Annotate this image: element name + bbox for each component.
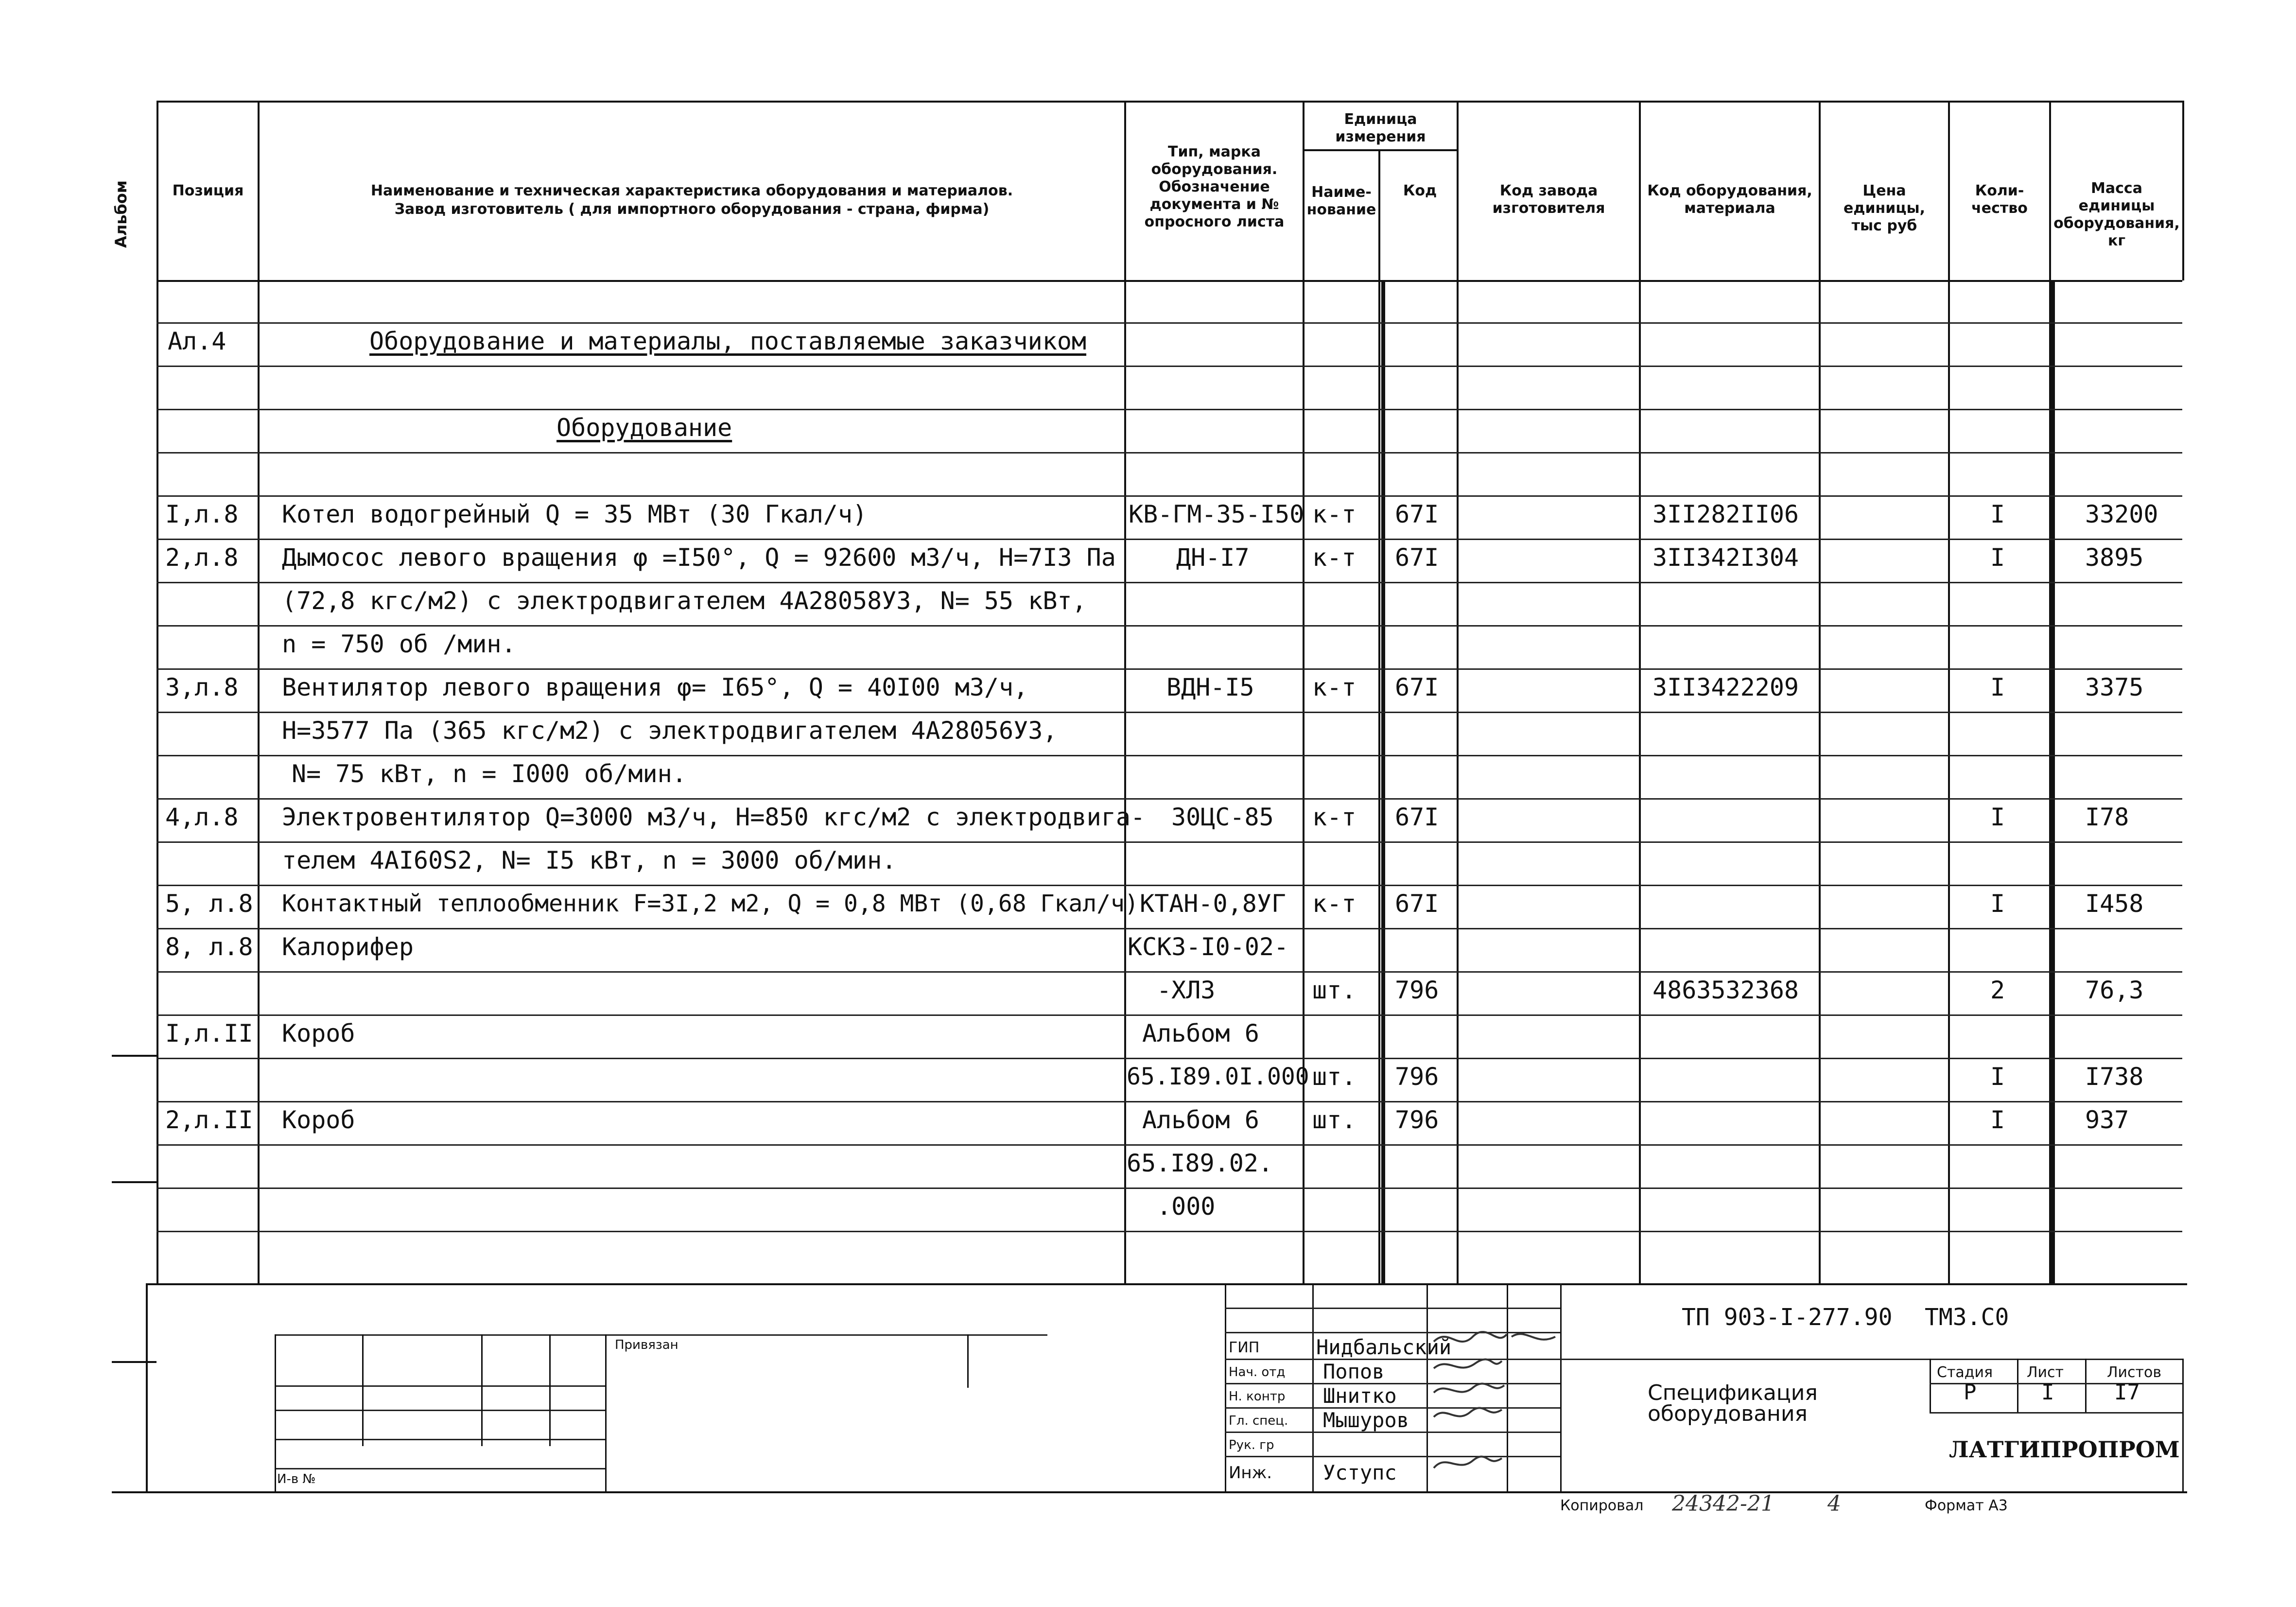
stage-value: Р (1964, 1380, 1977, 1405)
section-title: Оборудование и материалы, поставляемые заказчиком (369, 327, 1087, 355)
row-position: 4,л.8 (165, 803, 239, 831)
row-code: 67I (1395, 500, 1439, 528)
row-type: 65.I89.02. (1127, 1149, 1273, 1177)
header-name-line2: Завод изготовитель ( для импортного оборудования - страна, фирма) (394, 201, 990, 218)
person-name: Попов (1323, 1360, 1385, 1383)
copied-extra: 4 (1827, 1491, 1841, 1516)
row-quantity: I (1990, 1063, 2005, 1091)
row-name: Контактный теплообменник F=3I,2 м2, Q = 0,8 МВт (0,68 Гкал/ч) (282, 890, 1139, 917)
sheets-value: I7 (2114, 1380, 2140, 1405)
row-unit: шт. (1312, 1063, 1357, 1091)
header-unit: Единица измерения (1335, 111, 1426, 145)
row-mass: I738 (2085, 1063, 2144, 1091)
header-type-mark: Тип, марка оборудования. Обозначение документа и № опросного листа (1144, 143, 1285, 230)
row-unit: к-т (1312, 803, 1357, 831)
row-name: Короб (282, 1106, 355, 1134)
row-equipment-code: 4863532368 (1652, 976, 1799, 1004)
role-label: Рук. гр (1229, 1438, 1274, 1452)
header-mass: Масса единицы оборудования, кг (2053, 180, 2180, 249)
row-position: 2,л.8 (165, 543, 239, 572)
stage-label: Стадия (1937, 1364, 1993, 1381)
row-equipment-code: 3II342I304 (1652, 543, 1799, 572)
row-name: (72,8 кгс/м2) с электродвигателем 4А28058УЗ, N= 55 кВт, (282, 587, 1087, 615)
row-unit: шт. (1312, 976, 1357, 1004)
row-position: I,л.8 (165, 500, 239, 528)
row-name: n = 750 об /мин. (282, 630, 516, 658)
row-unit: к-т (1312, 543, 1357, 572)
row-mass: 937 (2085, 1106, 2129, 1134)
row-type: Альбом 6 (1142, 1019, 1259, 1048)
row-type: .000 (1157, 1192, 1216, 1221)
row-quantity: I (1990, 500, 2005, 528)
row-name: Вентилятор левого вращения φ= I65°, Q = 40I00 м3/ч, (282, 673, 1028, 701)
row-type: -ХЛЗ (1157, 976, 1216, 1004)
row-type: ВДН-I5 (1166, 673, 1254, 701)
document-code: ТМЗ.С0 (1925, 1304, 2009, 1331)
row-unit: шт. (1312, 1106, 1357, 1134)
row-code: 796 (1395, 976, 1439, 1004)
row-code: 67I (1395, 543, 1439, 572)
header-name-line1: Наименование и техническая характеристика оборудования и материалов. (370, 182, 1013, 199)
row-code: 796 (1395, 1106, 1439, 1134)
row-position: 3,л.8 (165, 673, 239, 701)
row-position: I,л.II (165, 1019, 253, 1048)
person-name: Мышуров (1323, 1408, 1409, 1432)
row-name: Дымосос левого вращения φ =I50°, Q = 92600 м3/ч, Н=7I3 Па (282, 543, 1116, 572)
organization-name: ЛАТГИПРОПРОМ (1949, 1436, 2180, 1463)
row-quantity: I (1990, 803, 2005, 831)
copied-number: 24342-21 (1672, 1491, 1774, 1516)
row-position: 5, л.8 (165, 890, 253, 918)
row-name: телем 4АI60S2, N= I5 кВт, n = 3000 об/мин. (282, 846, 897, 874)
copied-label: Копировал (1560, 1497, 1644, 1514)
header-unit-code: Код (1403, 182, 1437, 199)
row-type: КСКЗ-I0-02- (1128, 933, 1289, 961)
header-position: Позиция (172, 182, 244, 199)
person-name: Шнитко (1323, 1384, 1397, 1408)
row-unit: к-т (1312, 890, 1357, 918)
header-factory-code: Код завода изготовителя (1492, 182, 1605, 217)
row-type: КВ-ГМ-35-I50 (1129, 500, 1305, 528)
row-mass: I78 (2085, 803, 2129, 831)
subsection-title: Оборудование (557, 414, 732, 442)
sheets-label: Листов (2107, 1364, 2162, 1381)
row-equipment-code: 3II3422209 (1652, 673, 1799, 701)
row-code: 67I (1395, 803, 1439, 831)
row-mass: 3895 (2085, 543, 2144, 572)
role-label: Нач. отд (1229, 1365, 1286, 1380)
sheet-label: Лист (2027, 1364, 2064, 1381)
row-mass: 33200 (2085, 500, 2158, 528)
row-quantity: I (1990, 890, 2005, 918)
row-position: 8, л.8 (165, 933, 253, 961)
row-quantity: I (1990, 673, 2005, 701)
row-code: 67I (1395, 890, 1439, 918)
row-name: Н=3577 Па (365 кгс/м2) с электродвигателем 4А28056УЗ, (282, 716, 1058, 745)
row-unit: к-т (1312, 500, 1357, 528)
row-name: Котел водогрейный Q = 35 МВт (30 Гкал/ч) (282, 500, 868, 528)
row-quantity: I (1990, 1106, 2005, 1134)
role-label: ГИП (1229, 1339, 1260, 1356)
role-label: Инж. (1229, 1463, 1272, 1483)
row-name: Короб (282, 1019, 355, 1048)
row-code: 67I (1395, 673, 1439, 701)
document-title-line2: оборудования (1648, 1401, 1808, 1426)
row-quantity: I (1990, 543, 2005, 572)
person-name: Уступс (1323, 1461, 1397, 1485)
row-type: КТАН-0,8УГ (1140, 890, 1287, 918)
row-code: 796 (1395, 1063, 1439, 1091)
row-mass: 3375 (2085, 673, 2144, 701)
row-mass: I458 (2085, 890, 2144, 918)
header-quantity: Коли- чество (1971, 182, 2028, 217)
section-position: Ал.4 (168, 327, 226, 355)
row-name: Электровентилятор Q=3000 м3/ч, Н=850 кгс/м2 с электродвига- (282, 803, 1146, 831)
row-unit: к-т (1312, 673, 1357, 701)
sheet-value: I (2041, 1380, 2054, 1405)
document-title-line1: Спецификация (1648, 1380, 1818, 1405)
side-label-album: Альбом (112, 180, 130, 248)
row-quantity: 2 (1990, 976, 2005, 1004)
role-label: Н. контр (1229, 1389, 1286, 1404)
row-equipment-code: 3II282II06 (1652, 500, 1799, 528)
header-price: Цена единицы, тыс руб (1843, 182, 1926, 234)
format-label: Формат А3 (1925, 1497, 2008, 1514)
row-name: Калорифер (282, 933, 414, 961)
attached-label: Привязан (615, 1338, 678, 1352)
row-name: N= 75 кВт, n = I000 об/мин. (292, 760, 687, 788)
row-type: 30ЦС-85 (1171, 803, 1274, 831)
row-mass: 76,3 (2085, 976, 2144, 1004)
person-name: Нидбальский (1316, 1335, 1452, 1359)
row-type: 65.I89.0I.000 (1127, 1063, 1309, 1090)
header-equipment-code: Код оборудования, материала (1647, 182, 1812, 217)
row-type: Альбом 6 (1142, 1106, 1259, 1134)
role-label: Гл. спец. (1229, 1414, 1288, 1428)
header-unit-name: Наиме- нование (1306, 184, 1376, 218)
document-number: ТП 903-I-277.90 (1682, 1304, 1893, 1331)
row-type: ДН-I7 (1176, 543, 1250, 572)
row-position: 2,л.II (165, 1106, 253, 1134)
inventory-number-label: И-в № (277, 1472, 316, 1486)
signatures (1429, 1322, 1575, 1487)
